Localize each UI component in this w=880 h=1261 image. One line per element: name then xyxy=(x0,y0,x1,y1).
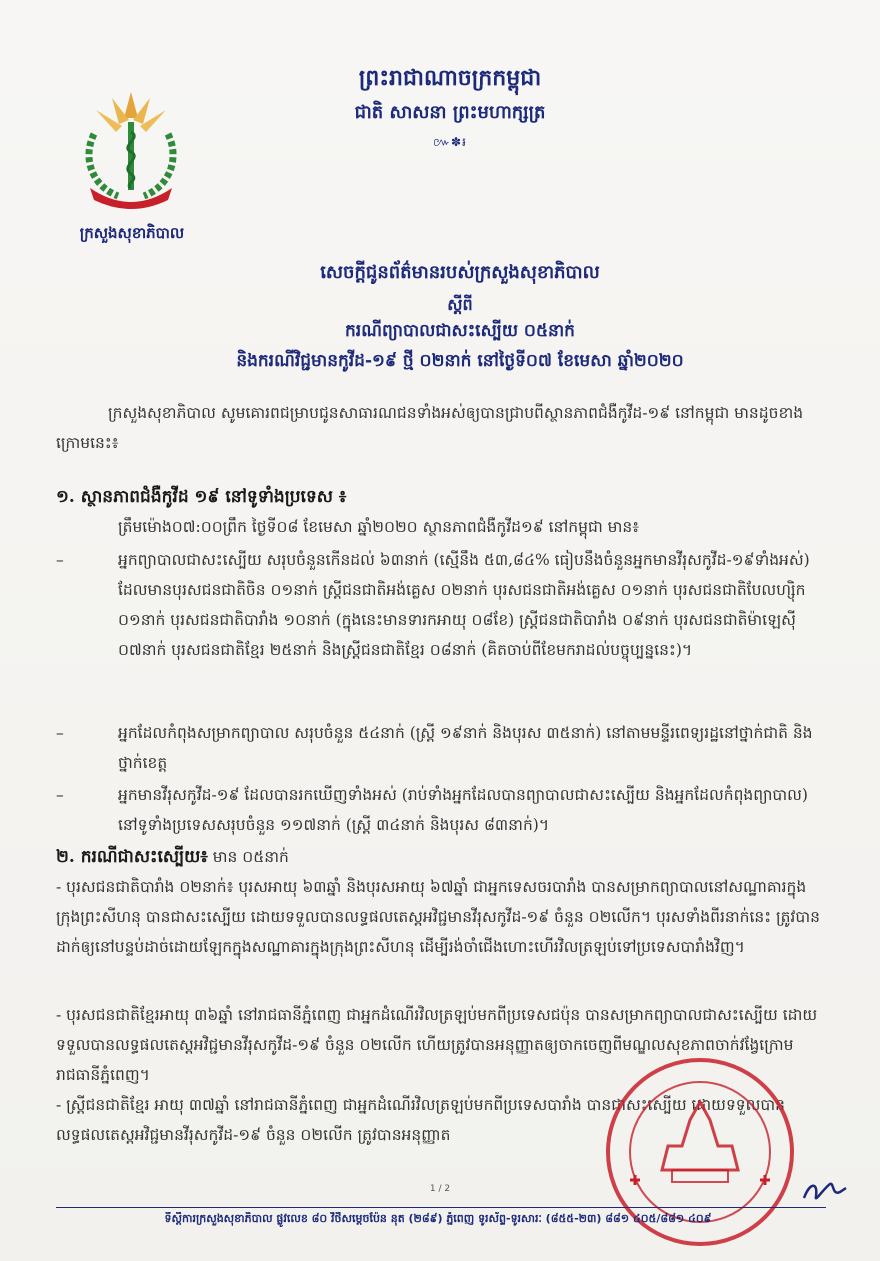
recovery-paragraph-3: - ស្ត្រីជនជាតិខ្មែរ អាយុ ៣៧ឆ្នាំ នៅរាជធានីភ្នំពេញ ជាអ្នកដំណើរវិលត្រឡប់មកពីប្រទេសបារាំង បានជាសះស្បើយ ដោយទទួលបានលទ្ធផលតេស្តអវិជ្ជមានវីរុសកូវីដ-១៩ ចំនួន ០២លើក ត្រូវបានអនុញ្ញាត xyxy=(56,1096,785,1144)
ministry-logo-icon xyxy=(72,88,190,216)
title-subject-label: ស្តីពី xyxy=(447,295,473,314)
document-title: សេចក្តីជូនព័ត៌មានរបស់ក្រសួងសុខាភិបាល xyxy=(320,262,600,283)
logo-ribbon-icon xyxy=(90,188,172,209)
section-2-heading: ២. ករណីជាសះស្បើយ៖ xyxy=(56,847,208,867)
recovery-paragraph-2: - បុរសជនជាតិខ្មែរអាយុ ៣៦ឆ្នាំ នៅរាជធានីភ្នំពេញ ជាអ្នកដំណើរវិលត្រឡប់មកពីប្រទេសជប៉ុន បានសម្រាកព្យាបាលជាសះស្បើយ ដោយទទួលបានលទ្ធផលតេស្តអវិជ្ជមានវីរុសកូវីដ-១៩ ចំនួន ០២លើក ហើយត្រូវបានអនុញ្ញាតឲ្យចាកចេញពីមណ្ឌលសុខភាពចាក់វង្វែក្រោម រាជធានីភ្នំពេញ។ xyxy=(56,1006,818,1084)
section-1-heading: ១. ស្ថានភាពជំងឺកូវីដ ១៩ នៅទូទាំងប្រទេស ៖ xyxy=(56,487,347,507)
ministry-name: ក្រសួងសុខាភិបាល xyxy=(79,224,185,242)
footer-divider xyxy=(56,1207,826,1208)
recovery-paragraph-1: - បុរសជនជាតិបារាំង ០២នាក់៖ បុរសអាយុ ៦៣ឆ្នាំ និងបុរសអាយុ ៦៧ឆ្នាំ ជាអ្នកទេសចរបារាំង បានសម្រាកព្យាបាលនៅសណ្ឋាគារក្នុងក្រុងព្រះសីហនុ បានជាសះស្បើយ ដោយទទួលបានលទ្ធផលតេស្តអវិជ្ជមានវីរុសកូវីដ-១៩ ចំនួន ០២លើក។ បុរសទាំងពីរនាក់នេះ ត្រូវបានដាក់ឲ្យនៅបន្ទប់ដាច់ដោយឡែកក្នុងសណ្ឋាគារក្នុងក្រុងព្រះសីហនុ ដើម្បីរង់ចាំជើងហោះហើរវិលត្រឡប់ទៅប្រទេសបារាំងវិញ។ xyxy=(56,878,820,956)
bullet-recovered-text: អ្នកព្យាបាលជាសះស្បើយ សរុបចំនួនកើនដល់ ៦៣នាក់ (ស្មើនឹង ៥៣,៨៤% ធៀបនឹងចំនួនអ្នកមានវីរុសកូវីដ-១៩ទាំងអស់) ដែលមានបុរសជនជាតិចិន ០១នាក់ ស្ត្រីជនជាតិអង់គ្លេស ០២នាក់ បុរសជនជាតិអង់គ្លេស ០១នាក់ បុរសជនជាតិបែលហ្ស៊ិក ០១នាក់ បុរសជនជាតិបារាំង ១០នាក់ (ក្នុងនេះមានទារកអាយុ ០៨ខែ) ស្ត្រីជនជាតិបារាំង ០៩នាក់ បុរសជនជាតិម៉ាឡេស៊ី ០៧នាក់ បុរសជនជាតិខ្មែរ ២៥នាក់ និងស្ត្រីជនជាតិខ្មែរ ០៨នាក់ (គិតចាប់ពីខែមករាដល់បច្ចុប្បន្ននេះ)។ xyxy=(118,551,810,659)
ornament-divider: ៚✽៛ xyxy=(433,135,467,149)
list-item xyxy=(56,780,826,840)
footer-address: ទីស្តីការក្រសួងសុខាភិបាល ផ្លូវលេខ ៨០ វិថីសម្ដេចប៉ែន នុត (២៨៩) ភ្នំពេញ ទូរស័ព្ទ-ទូរសារៈ (៨៥៥-២៣) ៨៨១ ៤០៥/៨៨១ ៤០៩ xyxy=(164,1212,712,1225)
laurel-left-icon xyxy=(89,134,118,196)
title-subject-recovered: ករណីព្យាបាលជាសះស្បើយ ០៥នាក់ xyxy=(345,321,575,341)
page-number: 1 / 2 xyxy=(429,1184,451,1194)
bullet-in-treatment-text: អ្នកដែលកំពុងសម្រាកព្យាបាល សរុបចំនួន ៥៤នាក់ (ស្ត្រី ១៩នាក់ និងបុរស ៣៥នាក់) នៅតាមមន្ទីរពេទ្យរដ្ឋនៅថ្នាក់ជាតិ និងថ្នាក់ខេត្ត xyxy=(118,724,813,772)
laurel-right-icon xyxy=(144,134,173,196)
section-2-count: មាន ០៥នាក់ xyxy=(207,848,289,866)
dash-bullet: – xyxy=(56,724,64,742)
intro-paragraph: ក្រសួងសុខាភិបាល សូមគោរពជម្រាបជូនសាធារណជនទាំងអស់ឲ្យបានជ្រាបពីស្ថានភាពជំងឺកូវីដ-១៩ នៅកម្ពុជា មានដូចខាងក្រោមនេះ៖ xyxy=(56,404,804,452)
bullet-total-cases-text: អ្នកមានវីរុសកូវីដ-១៩ ដែលបានរកឃើញទាំងអស់ (រាប់ទាំងអ្នកដែលបានព្យាបាលជាសះស្បើយ និងអ្នកដែលកំពុងព្យាបាល) នៅទូទាំងប្រទេសសរុបចំនួន ១១៧នាក់ (ស្ត្រី ៣៤នាក់ និងបុរស ៨៣នាក់)។ xyxy=(118,786,808,834)
national-motto: ជាតិ សាសនា ព្រះមហាក្សត្រ xyxy=(354,102,546,123)
signature-icon xyxy=(800,1178,850,1206)
dash-bullet: – xyxy=(56,551,64,569)
status-line: ត្រឹមម៉ោង០៧:០០ព្រឹក ថ្ងៃទី០៨ ខែមេសា ឆ្នាំ២០២០ ស្ថានភាពជំងឺកូវីដ១៩ នៅកម្ពុជា មាន៖ xyxy=(118,518,640,536)
list-item xyxy=(56,718,826,778)
dash-bullet: – xyxy=(56,786,64,804)
section-2-heading-row xyxy=(56,842,826,872)
list-item xyxy=(56,545,826,665)
title-subject-new-cases: និងករណីវិជ្ជមានកូវីដ-១៩ ថ្មី ០២នាក់ នៅថ្ងៃទី០៧ ខែមេសា ឆ្នាំ២០២០ xyxy=(236,351,684,371)
kingdom-heading: ព្រះរាជាណាចក្រកម្ពុជា xyxy=(358,66,542,91)
